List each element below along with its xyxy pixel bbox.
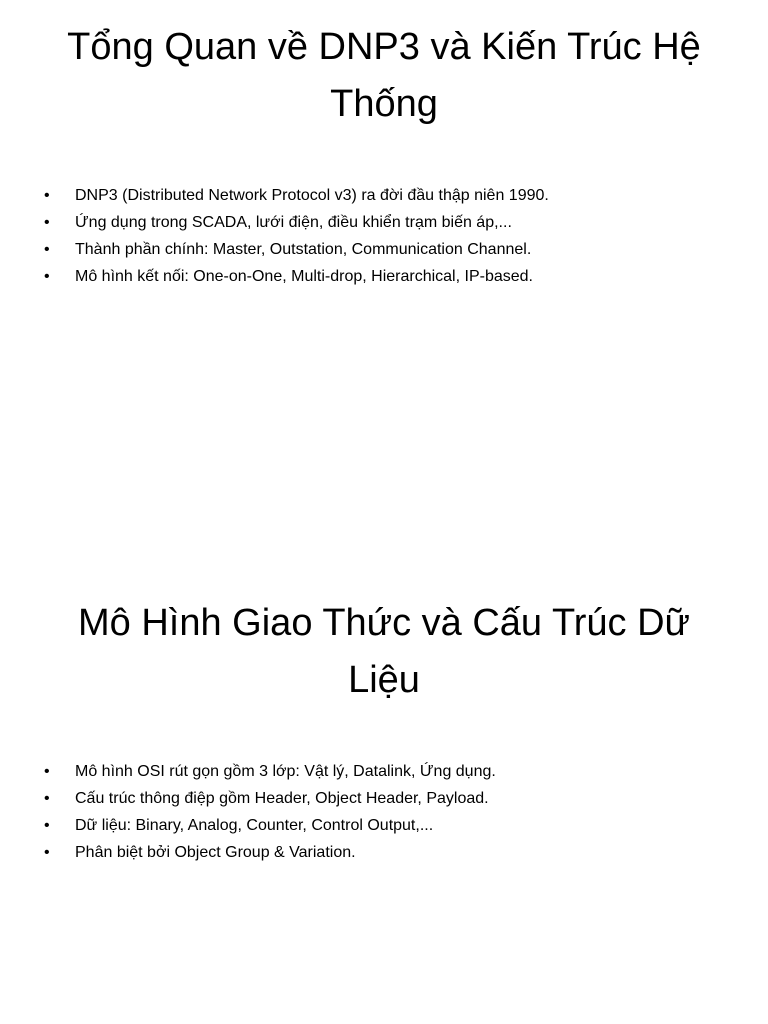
bullet-text: DNP3 (Distributed Network Protocol v3) ra đời đầu thập niên 1990. [75, 187, 549, 204]
slide-protocol-model [0, 576, 768, 1024]
bullet-icon: • [44, 214, 50, 231]
bullet-item [44, 263, 734, 290]
bullet-icon: • [44, 187, 50, 204]
bullet-text: Ứng dụng trong SCADA, lưới điện, điều khiển trạm biến áp,... [75, 214, 512, 231]
bullet-icon: • [44, 241, 50, 258]
bullet-text: Cấu trúc thông điệp gồm Header, Object Header, Payload. [75, 790, 489, 807]
bullet-item [44, 785, 734, 812]
bullet-text: Mô hình kết nối: One-on-One, Multi-drop, Hierarchical, IP-based. [75, 268, 533, 285]
bullet-text: Mô hình OSI rút gọn gồm 3 lớp: Vật lý, Datalink, Ứng dụng. [75, 763, 496, 780]
bullet-item [44, 812, 734, 839]
bullet-icon: • [44, 817, 50, 834]
bullet-text: Thành phần chính: Master, Outstation, Communication Channel. [75, 241, 532, 258]
bullet-icon: • [44, 268, 50, 285]
bullet-icon: • [44, 844, 50, 861]
bullet-item [44, 209, 734, 236]
bullet-item [44, 758, 734, 785]
bullet-item [44, 236, 734, 263]
bullet-icon: • [44, 790, 50, 807]
bullet-item [44, 182, 734, 209]
bullet-icon: • [44, 763, 50, 780]
bullet-list [44, 758, 734, 866]
slide-title: Mô Hình Giao Thức và Cấu Trúc Dữ Liệu [78, 602, 690, 701]
bullet-text: Phân biệt bởi Object Group & Variation. [75, 844, 356, 861]
bullet-item [44, 839, 734, 866]
bullet-text: Dữ liệu: Binary, Analog, Counter, Control Output,... [75, 817, 434, 834]
bullet-list [44, 182, 734, 290]
slide-title: Tổng Quan về DNP3 và Kiến Trúc Hệ Thống [67, 26, 701, 125]
